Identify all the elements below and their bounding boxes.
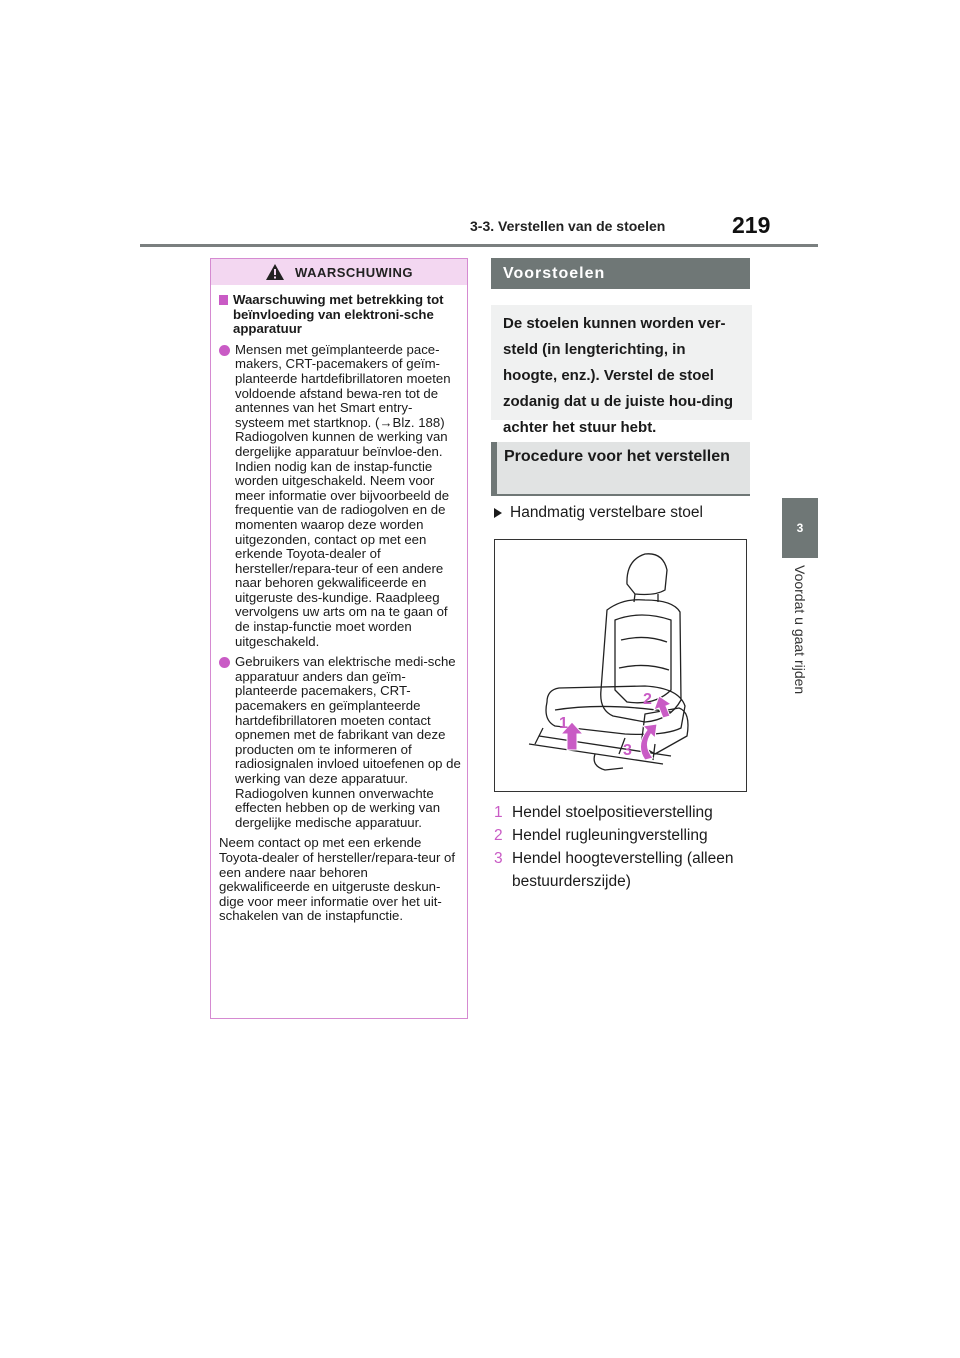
legend-item <box>494 847 756 893</box>
triangle-right-icon <box>494 508 502 518</box>
warning-triangle-icon <box>265 263 285 281</box>
header-divider <box>140 244 818 247</box>
callout-2: 2 <box>643 691 652 708</box>
manual-seat-text: Handmatig verstelbare stoel <box>510 504 703 521</box>
warning-bullet-text: Mensen met geïmplanteerde pace-makers, CRT-pacemakers of geïm-planteerde hartdefibrillatoren moeten voldoende afstand bewa-ren tot de antennes van het Smart entry-systeem met startknop. (→Blz. 188) Radiogolven kunnen de werking van dergelijke apparatuur beïnvloe-den. Indien nodig kan de instap-functie worden uitgeschakeld. Neem voor meer informatie over bijvoorbeeld de frequentie van de radiogolven en de momenten waarop deze worden uitgezonden, contact op met een erkende Toyota-dealer of hersteller/repara-teur of een andere naar behoren gekwalificeerde en uitgeruste des-kundige. Raadpleeg vervolgens uw arts om na te gaan of de instap-functie moet worden uitgeschakeld. <box>235 341 451 649</box>
chapter-tab-number: 3 <box>796 521 804 535</box>
legend-text: Hendel rugleuningverstelling <box>512 827 708 844</box>
section-title: Voorstoelen <box>491 258 750 289</box>
chapter-title-vertical: Voordat u gaat rijden <box>792 565 808 695</box>
warning-bullet <box>219 655 461 830</box>
warning-heading-row <box>219 293 461 337</box>
warning-bullet <box>219 343 461 649</box>
circle-bullet-icon <box>219 657 230 668</box>
legend-text: Hendel hoogteverstelling (alleen bestuurderszijde) <box>512 850 734 890</box>
legend-item <box>494 801 756 824</box>
legend-number: 1 <box>494 804 503 821</box>
legend-number: 2 <box>494 827 503 844</box>
square-bullet-icon <box>219 295 228 305</box>
seat-illustration <box>494 539 747 792</box>
legend-item <box>494 824 756 847</box>
warning-footer-text: Neem contact op met een erkende Toyota-dealer of hersteller/repara-teur of een andere naar behoren gekwalificeerde en uitgeruste deskun-dige voor meer informatie over het uit-schakelen van de instapfunctie. <box>219 835 456 924</box>
callout-1: 1 <box>559 715 568 732</box>
figure-legend <box>494 801 756 893</box>
warning-bullet-text: Gebruikers van elektrische medi-sche apparatuur anders dan geïm-planteerde pacemakers, CRT-pacemakers en geïmplanteerde hartdefibrillatoren moeten contact opnemen met de fabrikant van deze producten om te informeren of radiosignalen invloed uitoefenen op de werking van deze apparatuur. Radiogolven kunnen onverwachte effecten hebben op de werking van dergelijke medische apparatuur. <box>235 654 461 830</box>
chapter-tab[interactable] <box>782 498 818 558</box>
warning-box <box>210 258 468 1019</box>
circle-bullet-icon <box>219 345 230 356</box>
warning-heading: Waarschuwing met betrekking tot beïnvloeding van elektroni-sche apparatuur <box>233 292 444 337</box>
warning-title: WAARSCHUWING <box>295 264 413 280</box>
procedure-title: Procedure voor het verstellen <box>491 442 750 496</box>
section-intro: De stoelen kunnen worden ver-steld (in lengterichting, in hoogte, enz.). Verstel de stoel zodanig dat u de juiste hou-ding achter het stuur hebt. <box>491 305 752 420</box>
seat-drawing <box>495 540 746 791</box>
legend-text: Hendel stoelpositieverstelling <box>512 804 713 821</box>
manual-seat-label <box>494 504 703 522</box>
page-number: 219 <box>732 212 771 238</box>
callout-3: 3 <box>623 742 632 759</box>
section-header: 3-3. Verstellen van de stoelen <box>470 218 666 234</box>
warning-header <box>211 259 467 285</box>
legend-number: 3 <box>494 850 503 867</box>
